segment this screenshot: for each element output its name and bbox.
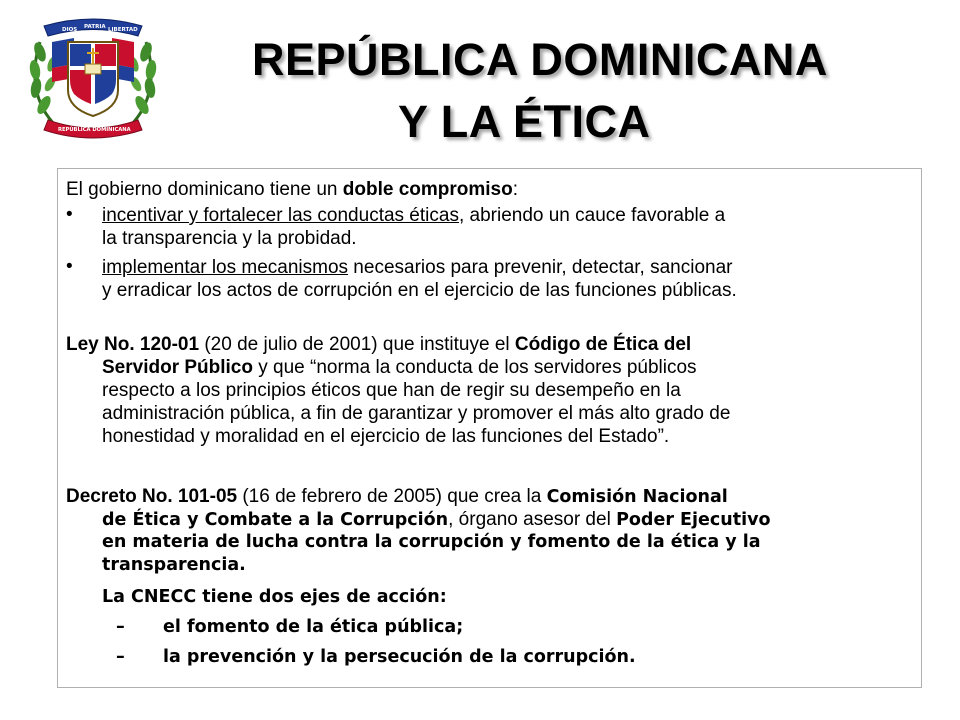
shield: [68, 42, 118, 116]
eje-marker-2: –: [116, 647, 125, 667]
bullet-2-underlined: implementar los mecanismos: [102, 257, 349, 278]
bullet-1-line-1: [102, 204, 725, 227]
ley-code-title-1: Código de Ética del: [514, 334, 692, 355]
bullet-1-underlined: incentivar y fortalecer las conductas éticas: [102, 205, 459, 226]
eje-text-1: el fomento de la ética pública;: [163, 617, 464, 637]
decreto-poder-ejecutivo: Poder Ejecutivo: [616, 510, 771, 530]
intro-after: :: [512, 179, 518, 200]
bullet-1-line-2: la transparencia y la probidad.: [102, 228, 357, 249]
ley-line-4: administración pública, a fin de garantizar y promover el más alto grado de: [102, 403, 731, 424]
ribbon-word-2: PATRIA: [84, 24, 106, 30]
bullet-marker-2: •: [66, 256, 73, 277]
intro-text: El gobierno dominicano tiene un: [66, 179, 343, 200]
decreto-text-1: (16 de febrero de 2005) que crea la: [237, 486, 547, 507]
ley-line-2: [102, 356, 697, 379]
decreto-line-2: [102, 508, 771, 532]
decreto-line-3: en materia de lucha contra la corrupción y fomento de la ética y la: [102, 532, 761, 552]
eje-marker-1: –: [116, 617, 125, 637]
title-line-1: REPÚBLICA DOMINICANA: [252, 34, 828, 85]
decreto-commission-2: de Ética y Combate a la Corrupción: [102, 510, 449, 530]
ley-text-2: y que “norma la conducta de los servidores públicos: [252, 357, 697, 378]
ribbon-bottom-text: REPÚBLICA DOMINICANA: [58, 127, 131, 133]
ribbon-word-1: DIOS: [62, 27, 78, 33]
intro-paragraph: [66, 178, 518, 201]
bullet-2-line-1: [102, 256, 732, 279]
decreto-commission-1: Comisión Nacional: [546, 487, 728, 507]
title-line-2: Y LA ÉTICA: [398, 96, 651, 147]
decreto-number: Decreto No. 101-05: [66, 486, 238, 507]
decreto-line-1: [66, 485, 728, 509]
bullet-1-rest: , abriendo un cauce favorable a: [458, 205, 726, 226]
decreto-text-2: , órgano asesor del: [448, 509, 617, 530]
cnecc-intro: La CNECC tiene dos ejes de acción:: [102, 587, 447, 607]
ley-text-1: (20 de julio de 2001) que instituye el: [199, 334, 515, 355]
ley-number: Ley No. 120-01: [66, 334, 200, 355]
bullet-2-line-2: y erradicar los actos de corrupción en el ejercicio de las funciones públicas.: [102, 280, 737, 301]
ley-line-5: honestidad y moralidad en el ejercicio de las funciones del Estado”.: [102, 426, 670, 447]
decreto-line-4: transparencia.: [102, 555, 246, 575]
intro-bold: doble compromiso: [342, 179, 513, 200]
ley-code-title-2: Servidor Público: [102, 357, 253, 378]
ley-line-3: respecto a los principios éticos que han de regir su desempeño en la: [102, 380, 681, 401]
eje-text-2: la prevención y la persecución de la corrupción.: [163, 647, 636, 667]
bullet-marker-1: •: [66, 204, 73, 225]
coat-of-arms-emblem: [22, 8, 164, 140]
bullet-2-rest: necesarios para prevenir, detectar, sancionar: [348, 257, 733, 278]
ley-line-1: [66, 333, 691, 356]
ribbon-word-3: LIBERTAD: [108, 27, 138, 33]
